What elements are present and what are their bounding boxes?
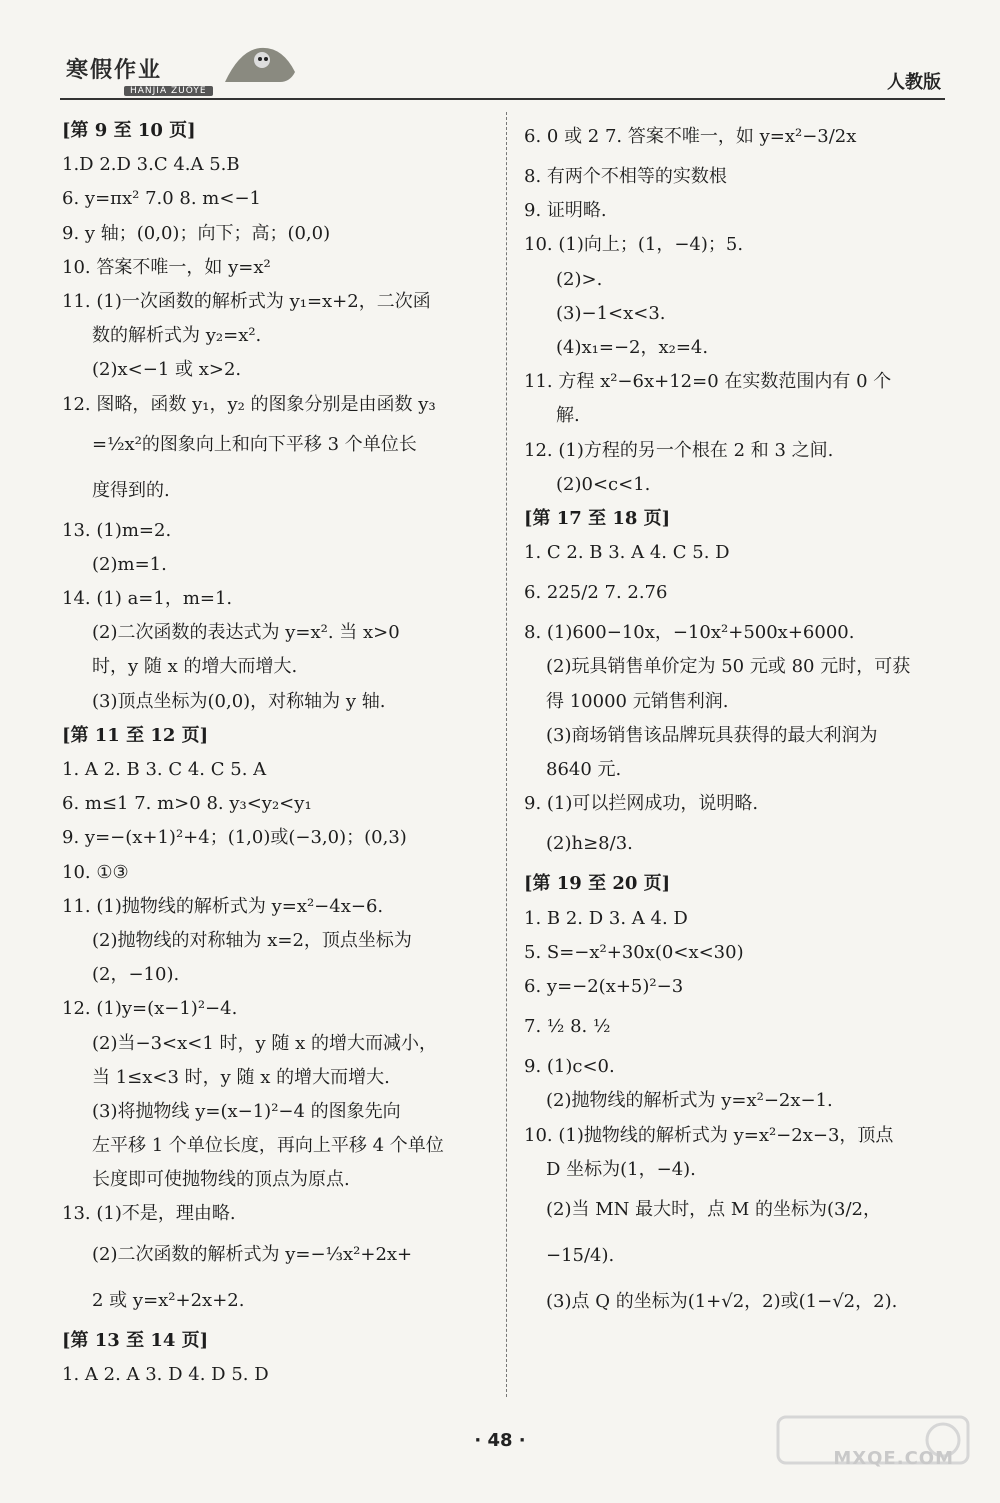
- answer-line: 8. (1)600−10x，−10x²+500x+6000.: [524, 622, 855, 644]
- answer-line: 2 或 y=x²+2x+2.: [92, 1289, 245, 1311]
- answer-line: 9. y 轴；(0,0)；向下；高；(0,0): [62, 222, 331, 244]
- answer-line: 1. A 2. B 3. C 4. C 5. A: [62, 759, 267, 780]
- answer-line: 1. B 2. D 3. A 4. D: [524, 907, 688, 929]
- answer-line: 9. 证明略.: [524, 200, 607, 222]
- logo-text: 寒假作业: [66, 57, 163, 83]
- answer-line: (4)x₁=−2，x₂=4.: [556, 336, 709, 358]
- answer-line: (2)二次函数的表达式为 y=x². 当 x>0: [92, 622, 400, 644]
- answer-line: 13. (1)不是，理由略.: [62, 1203, 236, 1225]
- answer-line: 12. 图略，函数 y₁，y₂ 的图象分别是由函数 y₃: [62, 393, 436, 415]
- answer-line: 6. y=−2(x+5)²−3: [524, 975, 684, 997]
- logo-subtitle: HANJIA ZUOYE: [124, 86, 213, 96]
- answer-line: (2)当−3<x<1 时，y 随 x 的增大而减小，: [92, 1032, 438, 1054]
- answer-line: (2)玩具销售单价定为 50 元或 80 元时，可获: [546, 656, 911, 678]
- answer-line: 5. S=−x²+30x(0<x<30): [524, 941, 744, 963]
- answer-line: (3)商场销售该品牌玩具获得的最大利润为: [546, 724, 878, 746]
- answer-line: 数的解析式为 y₂=x².: [92, 325, 262, 347]
- left-answer-column: [62, 114, 492, 1392]
- answer-line: (2)当 MN 最大时，点 M 的坐标为(3/2，: [546, 1198, 881, 1220]
- mascot-icon: [220, 42, 300, 86]
- answer-line: 10. ①③: [62, 861, 129, 883]
- page-number: · 48 ·: [474, 1430, 526, 1451]
- answer-line: 10. (1)抛物线的解析式为 y=x²−2x−3，顶点: [524, 1124, 894, 1146]
- answer-line: 10. (1)向上；(1，−4)；5.: [524, 234, 744, 256]
- answer-line: 6. 0 或 2 7. 答案不唯一，如 y=x²−3/2x: [524, 126, 857, 147]
- answer-line: 13. (1)m=2.: [62, 519, 172, 541]
- answer-line: 14. (1) a=1，m=1.: [62, 588, 233, 610]
- answer-line: 11. (1)抛物线的解析式为 y=x²−4x−6.: [62, 895, 384, 917]
- section-heading: [第 9 至 10 页]: [62, 120, 196, 141]
- page-header: [60, 40, 945, 100]
- answer-line: (3)点 Q 的坐标为(1+√2，2)或(1−√2，2).: [546, 1290, 898, 1312]
- answer-line: 11. 方程 x²−6x+12=0 在实数范围内有 0 个: [524, 371, 892, 393]
- answer-line: 12. (1)y=(x−1)²−4.: [62, 998, 238, 1020]
- answer-line: (3)−1<x<3.: [556, 302, 666, 324]
- answer-line: (2)二次函数的解析式为 y=−⅓x²+2x+: [92, 1243, 413, 1265]
- answer-line: (3)将抛物线 y=(x−1)²−4 的图象先向: [92, 1100, 401, 1122]
- edition-label: 人教版: [887, 72, 941, 93]
- watermark-logo: [768, 1411, 978, 1491]
- answer-line: 8640 元.: [546, 759, 622, 780]
- section-heading: [第 17 至 18 页]: [524, 507, 671, 529]
- answer-line: 8. 有两个不相等的实数根: [524, 166, 727, 187]
- answer-line: =½x²的图象向上和向下平移 3 个单位长: [92, 433, 417, 455]
- section-heading: [第 11 至 12 页]: [62, 724, 209, 746]
- answer-line: D 坐标为(1，−4).: [546, 1158, 696, 1180]
- answer-line: (2)h≥8/3.: [546, 833, 633, 855]
- answer-line: 6. 225/2 7. 2.76: [524, 582, 668, 604]
- answer-line: (2)>.: [556, 268, 603, 290]
- answer-line: 长度即可使抛物线的顶点为原点.: [92, 1169, 350, 1191]
- answer-line: 6. y=πx² 7.0 8. m<−1: [62, 188, 261, 210]
- answer-line: 1. A 2. A 3. D 4. D 5. D: [62, 1363, 269, 1385]
- answer-line: (2)0<c<1.: [556, 473, 651, 495]
- answer-line: 当 1≤x<3 时，y 随 x 的增大而增大.: [92, 1066, 390, 1088]
- answer-line: 解.: [556, 405, 580, 427]
- answer-line: (2)抛物线的解析式为 y=x²−2x−1.: [546, 1090, 833, 1112]
- answer-line: 11. (1)一次函数的解析式为 y₁=x+2，二次函: [62, 290, 431, 312]
- answer-line: 9. (1)c<0.: [524, 1056, 615, 1078]
- right-answer-column: [524, 114, 954, 1325]
- section-heading: [第 13 至 14 页]: [62, 1329, 209, 1351]
- answer-line: 1. C 2. B 3. A 4. C 5. D: [524, 542, 730, 564]
- answer-line: 1.D 2.D 3.C 4.A 5.B: [62, 154, 240, 176]
- answer-line: 10. 答案不唯一，如 y=x²: [62, 256, 271, 278]
- answer-line: (2，−10).: [92, 964, 180, 986]
- answer-line: −15/4).: [546, 1244, 615, 1266]
- answer-line: 9. y=−(x+1)²+4；(1,0)或(−3,0)；(0,3): [62, 827, 407, 849]
- answer-line: (2)x<−1 或 x>2.: [92, 359, 242, 381]
- logo: [60, 40, 300, 96]
- answer-line: 时，y 随 x 的增大而增大.: [92, 656, 298, 678]
- answer-line: 7. ½ 8. ½: [524, 1016, 611, 1038]
- answer-line: (3)顶点坐标为(0,0)，对称轴为 y 轴.: [92, 690, 386, 712]
- answer-line: 得 10000 元销售利润.: [546, 690, 729, 712]
- answer-line: (2)m=1.: [92, 553, 167, 575]
- answer-line: (2)抛物线的对称轴为 x=2，顶点坐标为: [92, 929, 412, 951]
- column-divider: [506, 112, 507, 1397]
- watermark-text: MXQE.COM: [833, 1448, 954, 1469]
- answer-line: 9. (1)可以拦网成功，说明略.: [524, 793, 759, 815]
- answer-line: 12. (1)方程的另一个根在 2 和 3 之间.: [524, 439, 834, 461]
- answer-line: 度得到的.: [92, 479, 170, 501]
- answer-line: 6. m≤1 7. m>0 8. y₃<y₂<y₁: [62, 793, 312, 815]
- section-heading: [第 19 至 20 页]: [524, 873, 671, 895]
- answer-line: 左平移 1 个单位长度，再向上平移 4 个单位: [92, 1135, 444, 1157]
